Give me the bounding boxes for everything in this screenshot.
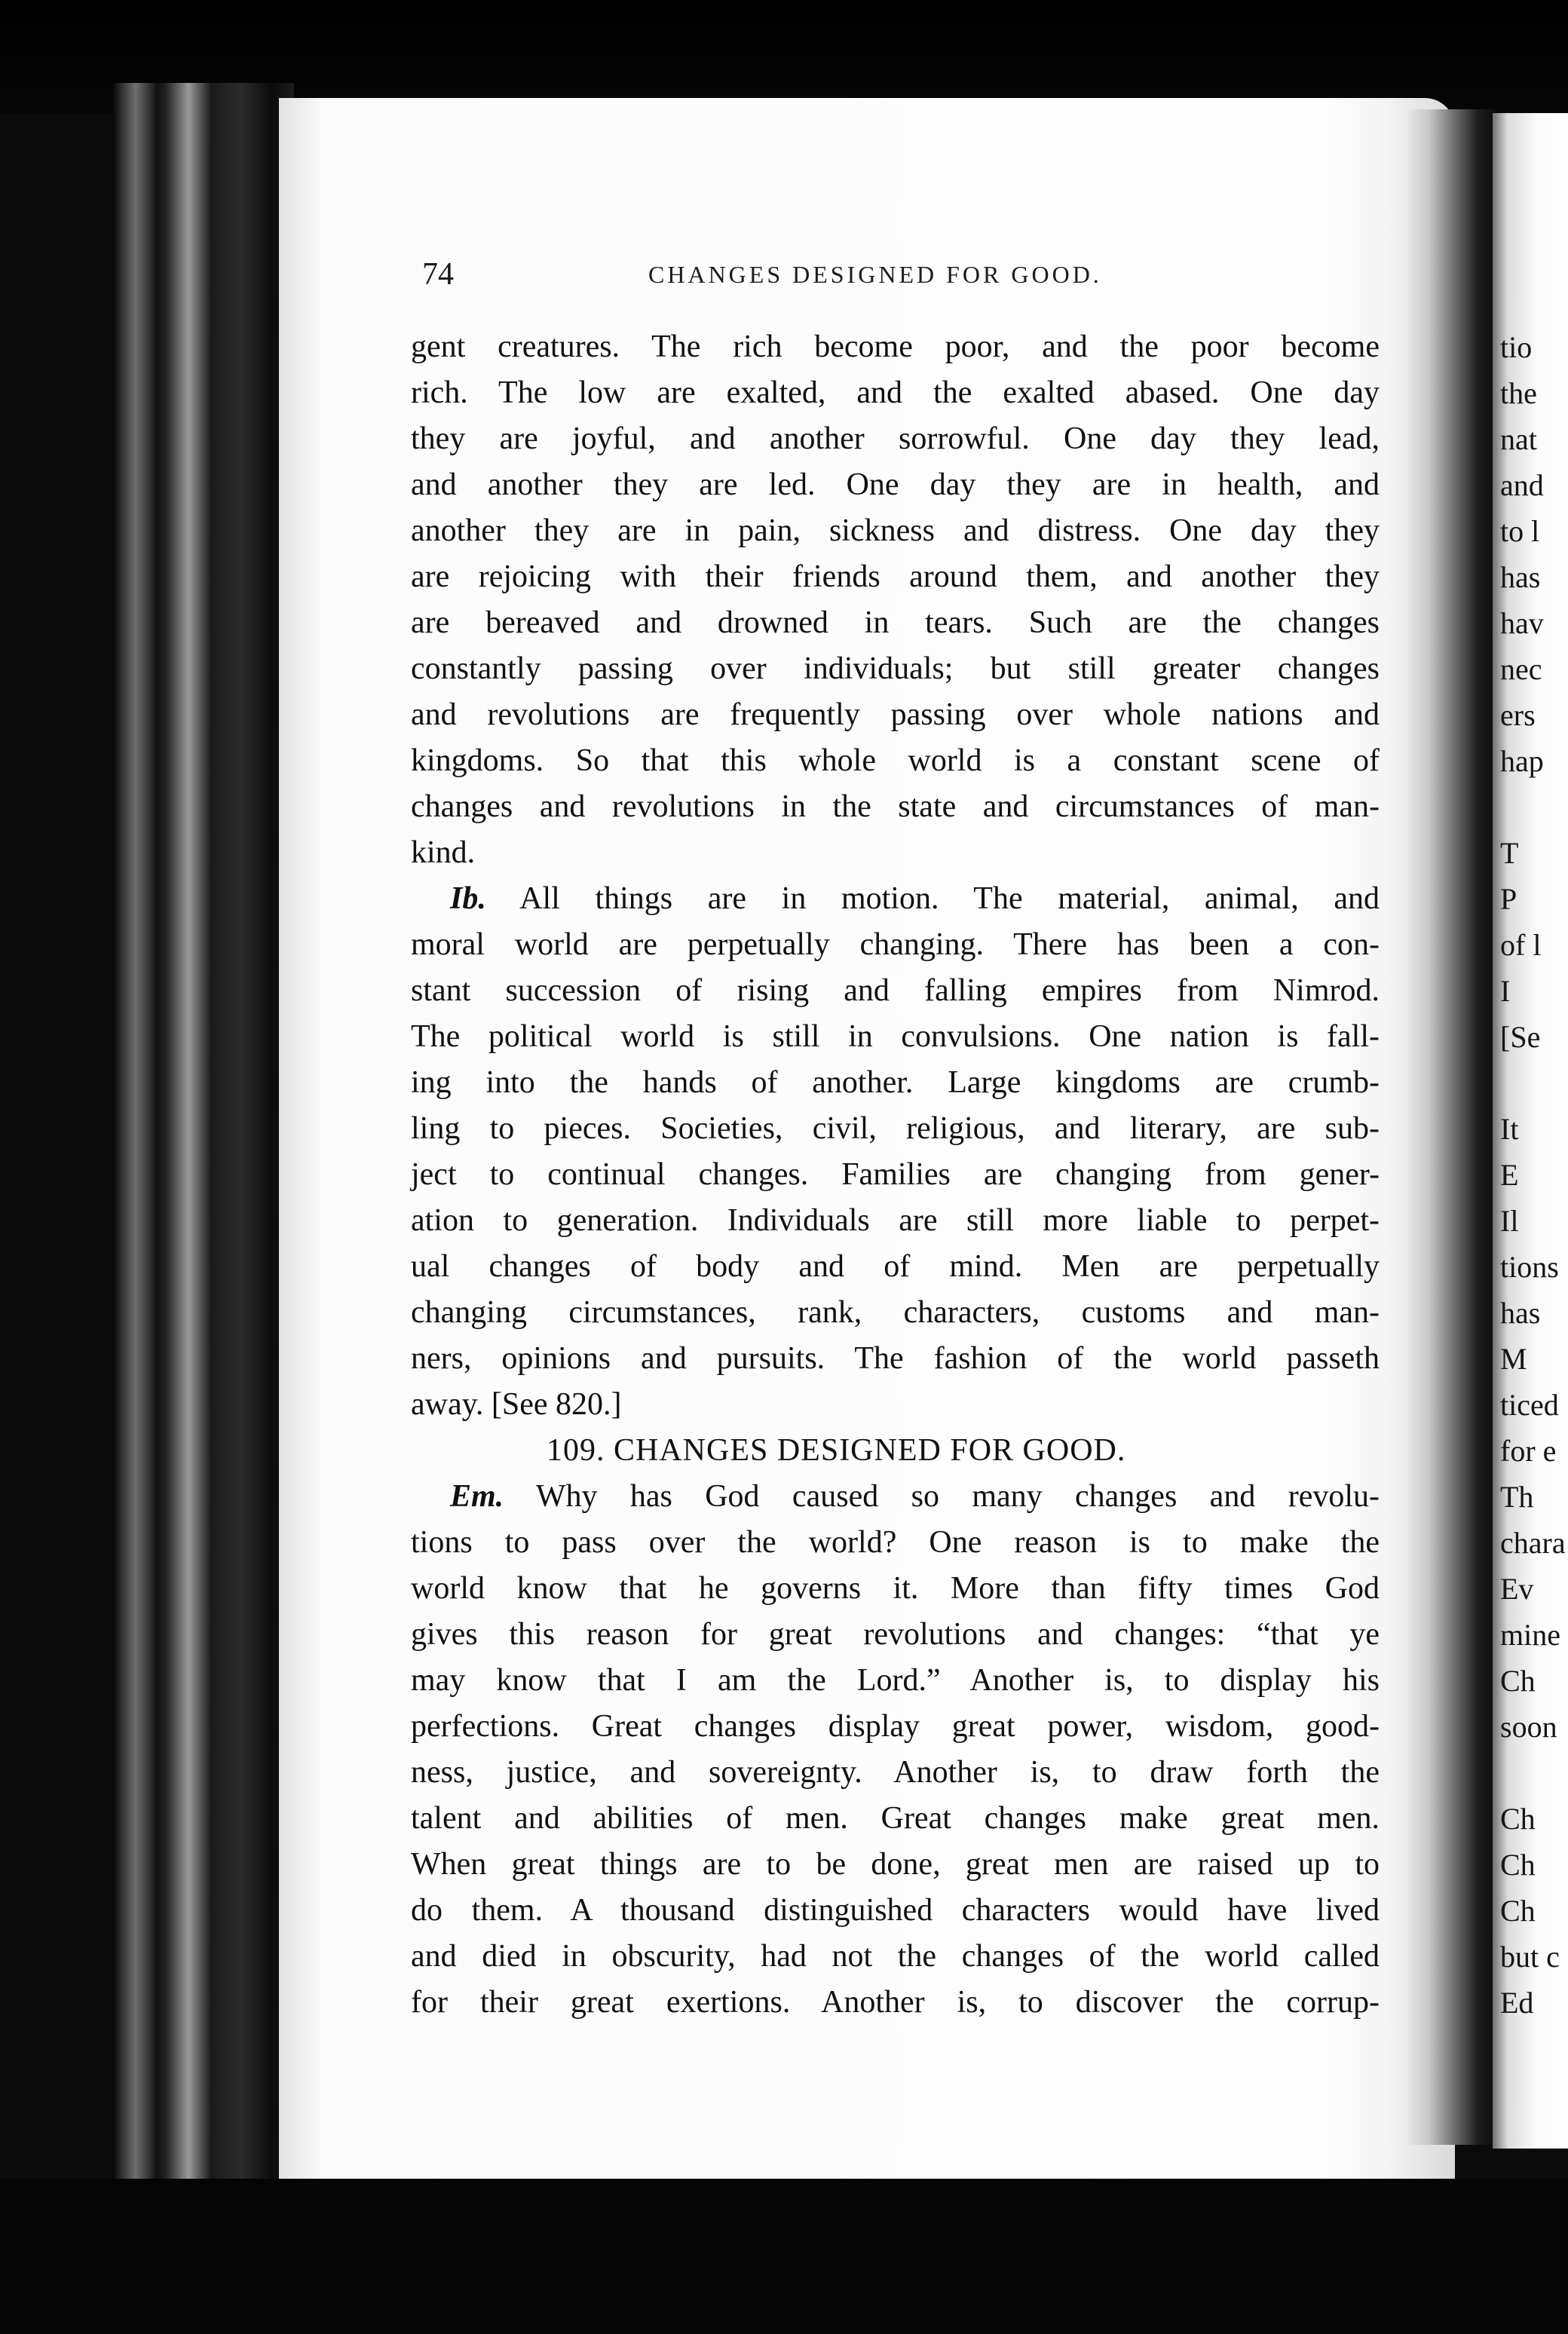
text-line: tions to pass over the world? One reason is to make the bbox=[411, 1525, 1380, 1560]
right-page-fragment: Ch bbox=[1500, 1848, 1536, 1882]
right-page-fragment: soon bbox=[1500, 1710, 1557, 1744]
right-page-fragment: I bbox=[1500, 974, 1511, 1008]
text-line: When great things are to be done, great men are raised up to bbox=[411, 1847, 1380, 1882]
text-line: ling to pieces. Societies, civil, religious, and literary, are sub- bbox=[411, 1111, 1380, 1146]
text-line: kingdoms. So that this whole world is a constant scene of bbox=[411, 743, 1380, 778]
right-page-fragment: ticed bbox=[1500, 1388, 1559, 1422]
text-line: rich. The low are exalted, and the exalted abased. One day bbox=[411, 375, 1380, 410]
text-line: ual changes of body and of mind. Men are perpetually bbox=[411, 1249, 1380, 1284]
right-page-fragment: nec bbox=[1500, 652, 1542, 686]
right-page-fragment: has bbox=[1500, 560, 1541, 594]
right-page-fragment: the bbox=[1500, 376, 1537, 410]
right-page-fragment: ers bbox=[1500, 698, 1536, 732]
right-page-fragments bbox=[1500, 324, 1568, 2026]
right-page-fragment: Ch bbox=[1500, 1802, 1536, 1836]
text-line: world know that he governs it. More than fifty times God bbox=[411, 1571, 1380, 1606]
right-page-fragment: It bbox=[1500, 1112, 1519, 1146]
body-text bbox=[411, 324, 1380, 2026]
text-line: talent and abilities of men. Great changes make great men. bbox=[411, 1801, 1380, 1836]
text-line: perfections. Great changes display great power, wisdom, good- bbox=[411, 1709, 1380, 1744]
paragraph-3-lines bbox=[411, 1520, 1380, 2026]
right-page-fragment bbox=[1500, 1060, 1568, 1106]
text-line: ject to continual changes. Families are changing from gener- bbox=[411, 1157, 1380, 1192]
book-spine-edge bbox=[113, 83, 294, 2186]
text-line: and died in obscurity, had not the changes of the world called bbox=[411, 1939, 1380, 1974]
right-page-fragment: tions bbox=[1500, 1250, 1559, 1284]
paragraph-2-lines bbox=[411, 922, 1380, 1428]
right-page-fragment: to l bbox=[1500, 514, 1540, 548]
text-line: and revolutions are frequently passing over whole nations and bbox=[411, 697, 1380, 732]
right-page-fragment: E bbox=[1500, 1158, 1519, 1192]
text-line: away. [See 820.] bbox=[411, 1387, 622, 1422]
right-page-fragment: has bbox=[1500, 1296, 1541, 1330]
text-line: ing into the hands of another. Large kingdoms are crumb- bbox=[411, 1065, 1380, 1100]
text-line: ation to generation. Individuals are still more liable to perpet- bbox=[411, 1203, 1380, 1238]
page-number: 74 bbox=[422, 257, 454, 292]
text-line: ness, justice, and sovereignty. Another is, to draw forth the bbox=[411, 1755, 1380, 1790]
right-page-fragment: P bbox=[1500, 882, 1517, 916]
right-page-fragment: nat bbox=[1500, 422, 1537, 456]
text-line: ners, opinions and pursuits. The fashion of the world passeth bbox=[411, 1341, 1380, 1376]
paragraph-3 bbox=[411, 1474, 1380, 2026]
text-line: are bereaved and drowned in tears. Such are the changes bbox=[411, 605, 1380, 640]
page-gutter bbox=[1406, 109, 1496, 2145]
text-line: and another they are led. One day they are in health, and bbox=[411, 467, 1380, 502]
right-page-fragment: tio bbox=[1500, 330, 1533, 364]
text-line: changing circumstances, rank, characters, customs and man- bbox=[411, 1295, 1380, 1330]
paragraph-1 bbox=[411, 324, 1380, 876]
right-page-fragment: of l bbox=[1500, 928, 1542, 962]
running-head: CHANGES DESIGNED FOR GOOD. bbox=[648, 261, 1102, 288]
text-line: are rejoicing with their friends around them, and another they bbox=[411, 559, 1380, 594]
right-page-fragment: hap bbox=[1500, 744, 1544, 778]
paragraph-2-first-line: Ib. All things are in motion. The material, animal, and bbox=[450, 881, 1380, 916]
right-page-fragment: Il bbox=[1500, 1204, 1519, 1238]
paragraph-3-first-line: Em. Why has God caused so many changes and revolu- bbox=[450, 1479, 1380, 1514]
bottom-shadow bbox=[0, 2179, 1568, 2334]
text-line: may know that I am the Lord.” Another is, to display his bbox=[411, 1663, 1380, 1698]
paragraph-2 bbox=[411, 876, 1380, 1428]
text-line: constantly passing over individuals; but still greater changes bbox=[411, 651, 1380, 686]
text-line: they are joyful, and another sorrowful. One day they lead, bbox=[411, 421, 1380, 456]
right-page-fragment: [Se bbox=[1500, 1020, 1541, 1054]
right-page-fragment: M bbox=[1500, 1342, 1527, 1376]
right-page-fragment: for e bbox=[1500, 1434, 1557, 1468]
right-page-fragment: Ch bbox=[1500, 1664, 1536, 1698]
right-page-fragment: hav bbox=[1500, 606, 1544, 640]
right-page-fragment: but c bbox=[1500, 1940, 1560, 1974]
right-page-fragment: Ev bbox=[1500, 1572, 1534, 1606]
right-page-fragment bbox=[1500, 784, 1568, 830]
right-page-fragment: and bbox=[1500, 468, 1544, 502]
text-line: gives this reason for great revolutions and changes: “that ye bbox=[411, 1617, 1380, 1652]
right-page-fragment: T bbox=[1500, 836, 1519, 870]
text-line: The political world is still in convulsions. One nation is fall- bbox=[411, 1019, 1380, 1054]
right-page-fragment: Ch bbox=[1500, 1894, 1536, 1928]
text-line: moral world are perpetually changing. There has been a con- bbox=[411, 927, 1380, 962]
text-line: changes and revolutions in the state and circumstances of man- bbox=[411, 789, 1380, 824]
right-page-fragment: Ed bbox=[1500, 1986, 1534, 2020]
source-abbreviation: Em. bbox=[450, 1479, 504, 1514]
text-line: do them. A thousand distinguished characters would have lived bbox=[411, 1893, 1380, 1928]
text-line: kind. bbox=[411, 835, 476, 870]
text-line: another they are in pain, sickness and distress. One day they bbox=[411, 513, 1380, 548]
text-line: stant succession of rising and falling empires from Nimrod. bbox=[411, 973, 1380, 1008]
right-page-fragment bbox=[1500, 1750, 1568, 1796]
right-page-fragment: chara bbox=[1500, 1526, 1566, 1560]
right-page-fragment: mine bbox=[1500, 1618, 1560, 1652]
text-line: for their great exertions. Another is, to discover the corrup- bbox=[411, 1985, 1380, 2020]
section-heading: 109. CHANGES DESIGNED FOR GOOD. bbox=[547, 1433, 1126, 1468]
source-abbreviation: Ib. bbox=[450, 881, 486, 916]
text-line: gent creatures. The rich become poor, and the poor become bbox=[411, 329, 1380, 364]
page-header bbox=[422, 256, 1380, 302]
right-page-fragment: Th bbox=[1500, 1480, 1534, 1514]
